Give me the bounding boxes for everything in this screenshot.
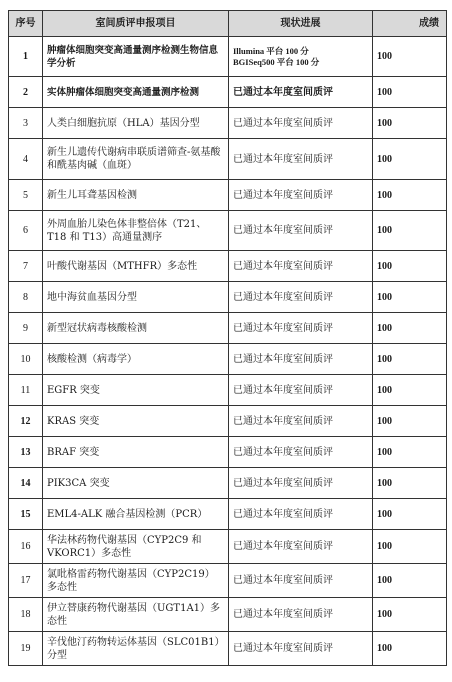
row-score: 100	[373, 468, 447, 499]
row-score: 100	[373, 77, 447, 108]
row-item: 新生儿耳聋基因检测	[43, 180, 229, 211]
table-row	[9, 251, 447, 282]
row-no: 13	[9, 437, 43, 468]
row-status: 已通过本年度室间质评	[229, 313, 373, 344]
row-status: 已通过本年度室间质评	[229, 77, 373, 108]
row-item: BRAF 突变	[43, 437, 229, 468]
row-score: 100	[373, 375, 447, 406]
row-score: 100	[373, 180, 447, 211]
row-status: 已通过本年度室间质评	[229, 139, 373, 180]
table-row	[9, 313, 447, 344]
table-row	[9, 564, 447, 598]
row-no: 18	[9, 598, 43, 632]
row-no: 8	[9, 282, 43, 313]
row-item: 华法林药物代谢基因（CYP2C9 和 VKORC1）多态性	[43, 530, 229, 564]
row-item: 叶酸代谢基因（MTHFR）多态性	[43, 251, 229, 282]
row-no: 12	[9, 406, 43, 437]
row-status	[229, 37, 373, 77]
row-score: 100	[373, 251, 447, 282]
row-status: 已通过本年度室间质评	[229, 406, 373, 437]
row-no: 3	[9, 108, 43, 139]
row-item: 人类白细胞抗原（HLA）基因分型	[43, 108, 229, 139]
row-no: 19	[9, 632, 43, 666]
row-no: 6	[9, 211, 43, 251]
row-score: 100	[373, 37, 447, 77]
row-no: 2	[9, 77, 43, 108]
header-no: 序号	[9, 11, 43, 37]
row-status: 已通过本年度室间质评	[229, 598, 373, 632]
table-row	[9, 375, 447, 406]
row-status: 已通过本年度室间质评	[229, 251, 373, 282]
status-line: Illumina 平台 100 分	[233, 45, 309, 56]
row-no: 1	[9, 37, 43, 77]
header-item: 室间质评申报项目	[43, 11, 229, 37]
row-status: 已通过本年度室间质评	[229, 564, 373, 598]
row-score: 100	[373, 108, 447, 139]
row-no: 14	[9, 468, 43, 499]
table-row	[9, 37, 447, 77]
row-status: 已通过本年度室间质评	[229, 344, 373, 375]
row-item: EML4-ALK 融合基因检测（PCR）	[43, 499, 229, 530]
row-no: 7	[9, 251, 43, 282]
row-item: KRAS 突变	[43, 406, 229, 437]
row-score: 100	[373, 139, 447, 180]
table-header-row	[9, 11, 447, 37]
table-row	[9, 499, 447, 530]
row-item: PIK3CA 突变	[43, 468, 229, 499]
row-item: 新生儿遗传代谢病串联质谱筛查-氨基酸和酰基肉碱（血斑）	[43, 139, 229, 180]
row-item: 辛伐他汀药物转运体基因（SLC01B1）分型	[43, 632, 229, 666]
row-score: 100	[373, 564, 447, 598]
row-score: 100	[373, 282, 447, 313]
row-score: 100	[373, 499, 447, 530]
status-line: BGISeq500 平台 100 分	[233, 56, 320, 67]
table-row	[9, 468, 447, 499]
table-row	[9, 139, 447, 180]
row-item: 外周血胎儿染色体非整倍体（T21、T18 和 T13）高通量测序	[43, 211, 229, 251]
row-score: 100	[373, 437, 447, 468]
header-score: 成绩	[373, 11, 447, 37]
row-no: 11	[9, 375, 43, 406]
row-score: 100	[373, 406, 447, 437]
table-row	[9, 598, 447, 632]
row-status: 已通过本年度室间质评	[229, 108, 373, 139]
row-item: 核酸检测（病毒学）	[43, 344, 229, 375]
row-no: 5	[9, 180, 43, 211]
row-status: 已通过本年度室间质评	[229, 211, 373, 251]
row-item: 新型冠状病毒核酸检测	[43, 313, 229, 344]
row-no: 4	[9, 139, 43, 180]
row-item: 地中海贫血基因分型	[43, 282, 229, 313]
table-row	[9, 632, 447, 666]
row-item: 氯吡格雷药物代谢基因（CYP2C19）多态性	[43, 564, 229, 598]
row-item: EGFR 突变	[43, 375, 229, 406]
row-status: 已通过本年度室间质评	[229, 499, 373, 530]
row-status: 已通过本年度室间质评	[229, 437, 373, 468]
eqa-results-table	[8, 10, 447, 666]
table-row	[9, 282, 447, 313]
row-score: 100	[373, 632, 447, 666]
row-status: 已通过本年度室间质评	[229, 180, 373, 211]
row-item: 实体肿瘤体细胞突变高通量测序检测	[43, 77, 229, 108]
row-score: 100	[373, 530, 447, 564]
row-status: 已通过本年度室间质评	[229, 375, 373, 406]
row-score: 100	[373, 313, 447, 344]
table-row	[9, 344, 447, 375]
row-status: 已通过本年度室间质评	[229, 632, 373, 666]
table-row	[9, 530, 447, 564]
row-no: 9	[9, 313, 43, 344]
row-no: 15	[9, 499, 43, 530]
row-score: 100	[373, 344, 447, 375]
row-item: 伊立替康药物代谢基因（UGT1A1）多态性	[43, 598, 229, 632]
table-row	[9, 180, 447, 211]
row-status: 已通过本年度室间质评	[229, 468, 373, 499]
row-no: 10	[9, 344, 43, 375]
header-status: 现状进展	[229, 11, 373, 37]
table-row	[9, 211, 447, 251]
table-row	[9, 437, 447, 468]
row-status: 已通过本年度室间质评	[229, 530, 373, 564]
row-score: 100	[373, 598, 447, 632]
table-row	[9, 108, 447, 139]
table-row	[9, 77, 447, 108]
row-no: 17	[9, 564, 43, 598]
row-score: 100	[373, 211, 447, 251]
row-no: 16	[9, 530, 43, 564]
table-row	[9, 406, 447, 437]
row-status: 已通过本年度室间质评	[229, 282, 373, 313]
row-item: 肿瘤体细胞突变高通量测序检测生物信息学分析	[43, 37, 229, 77]
